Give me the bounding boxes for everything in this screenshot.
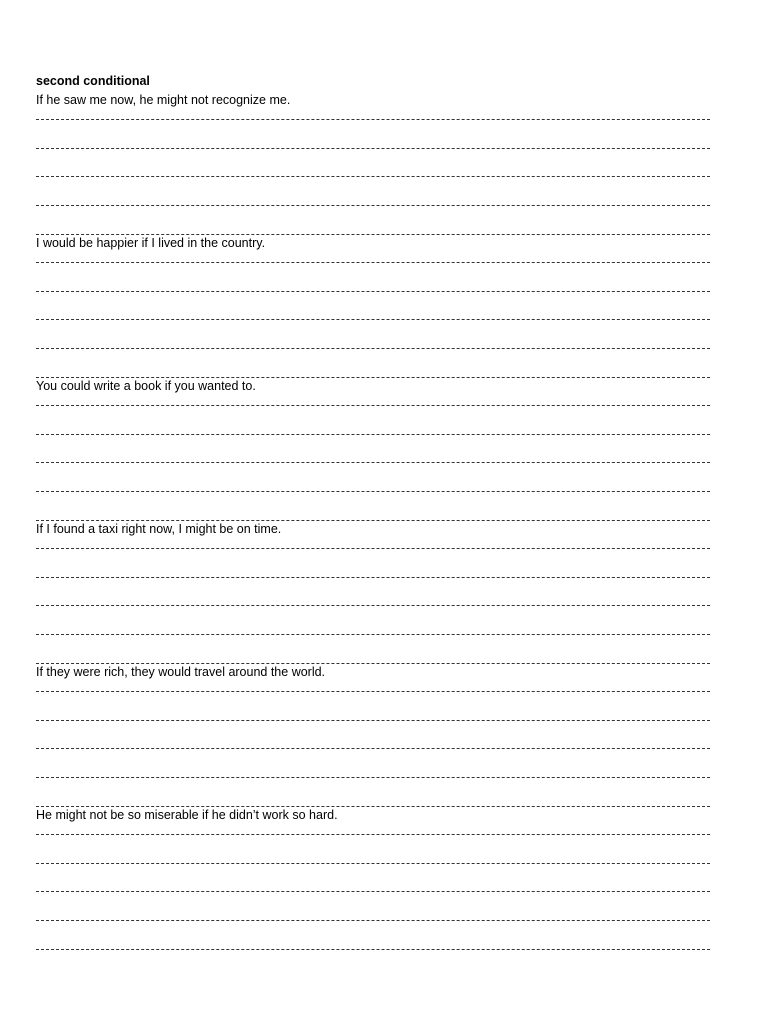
answer-line[interactable]	[36, 205, 710, 206]
exercise-sentence: If he saw me now, he might not recognize me.	[36, 93, 291, 107]
answer-line[interactable]	[36, 863, 710, 864]
answer-line[interactable]	[36, 720, 710, 721]
exercise-sentence: If I found a taxi right now, I might be on time.	[36, 522, 282, 536]
answer-line[interactable]	[36, 577, 710, 578]
exercise-sentence: If they were rich, they would travel around the world.	[36, 665, 326, 679]
answer-line[interactable]	[36, 462, 710, 463]
worksheet-title: second conditional	[36, 74, 150, 88]
exercise-sentence: He might not be so miserable if he didn’t work so hard.	[36, 808, 338, 822]
answer-line[interactable]	[36, 434, 710, 435]
answer-line[interactable]	[36, 405, 710, 406]
answer-line[interactable]	[36, 548, 710, 549]
exercise-sentence: I would be happier if I lived in the country.	[36, 236, 266, 250]
answer-line[interactable]	[36, 491, 710, 492]
answer-line[interactable]	[36, 691, 710, 692]
answer-line[interactable]	[36, 748, 710, 749]
answer-line[interactable]	[36, 319, 710, 320]
answer-line[interactable]	[36, 777, 710, 778]
answer-line[interactable]	[36, 949, 710, 950]
answer-line[interactable]	[36, 634, 710, 635]
exercise-sentence: You could write a book if you wanted to.	[36, 379, 256, 393]
answer-line[interactable]	[36, 834, 710, 835]
answer-line[interactable]	[36, 291, 710, 292]
answer-line[interactable]	[36, 148, 710, 149]
answer-line[interactable]	[36, 176, 710, 177]
answer-line[interactable]	[36, 262, 710, 263]
answer-line[interactable]	[36, 920, 710, 921]
answer-line[interactable]	[36, 891, 710, 892]
answer-line[interactable]	[36, 605, 710, 606]
answer-line[interactable]	[36, 119, 710, 120]
answer-line[interactable]	[36, 348, 710, 349]
